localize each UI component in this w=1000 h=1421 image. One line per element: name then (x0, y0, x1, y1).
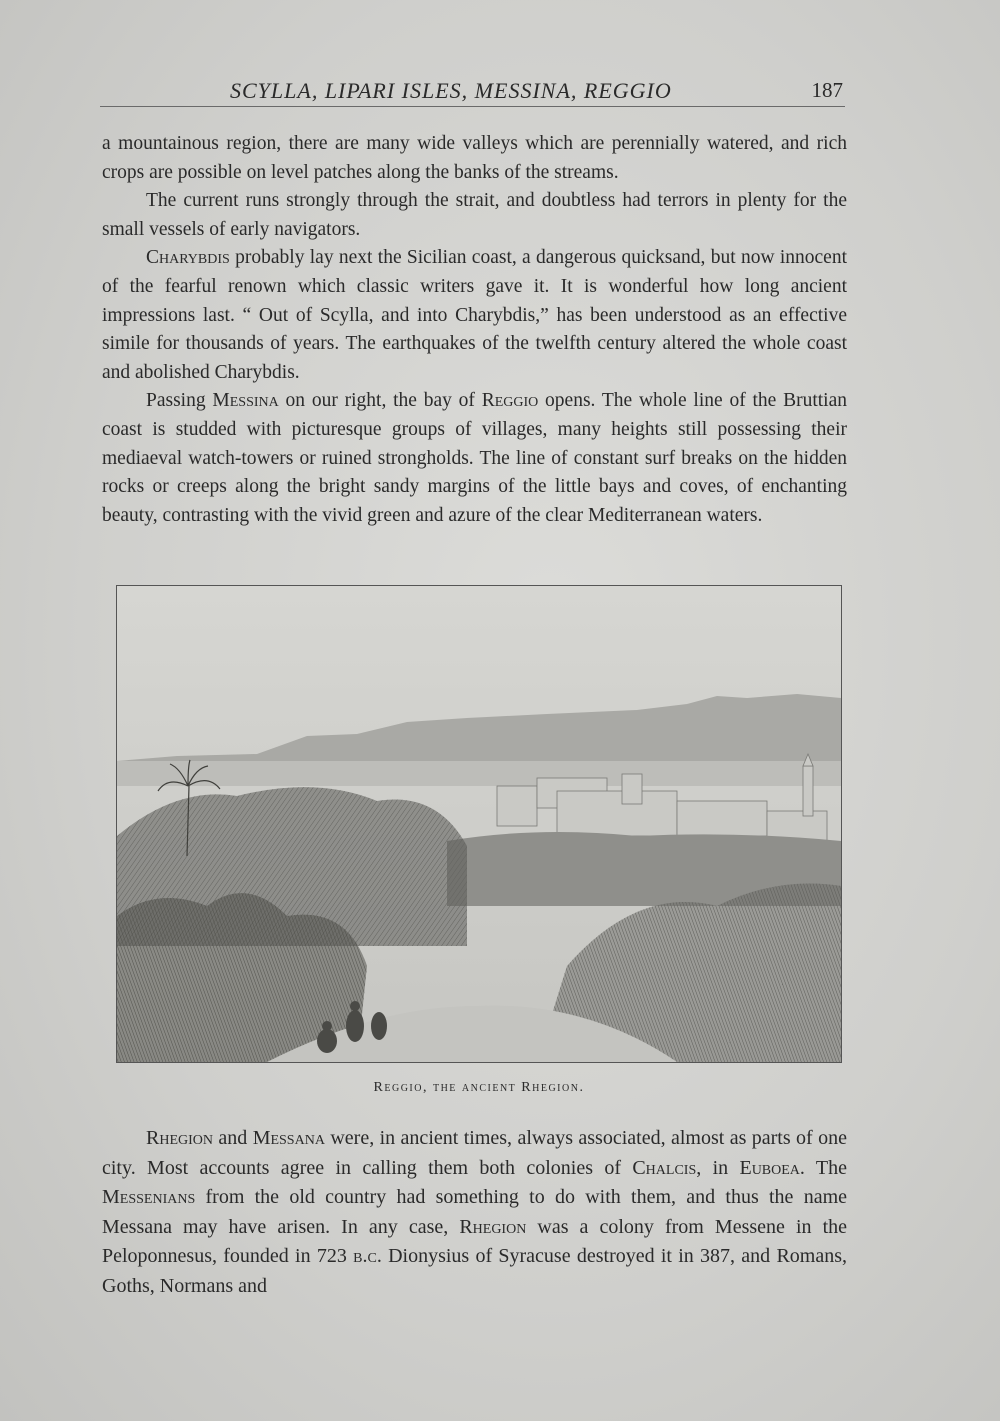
small-caps-term: Charybdis (146, 247, 230, 269)
small-caps-term: Rhegion (146, 1127, 213, 1149)
illustration-caption: Reggio, the ancient Rhegion. (373, 1080, 585, 1095)
paragraph-continuation (102, 130, 847, 187)
paragraph-passing-messina (102, 387, 847, 530)
paragraph-rhegion (102, 1124, 847, 1301)
small-caps-term: Euboea (739, 1156, 800, 1179)
paragraph-text: The current runs strongly through the strait, and doubtless had terrors in plenty for the small vessels of early navigators. (102, 190, 847, 240)
paragraph-text: Passing (146, 390, 213, 412)
paragraph-text: Dionysius of Syracuse destroyed it in 387, and Romans, Goths, Normans and (102, 1245, 848, 1297)
paragraph-text: was a colony from Messene in the Peloponnesus, founded in 723 (102, 1215, 848, 1267)
paragraph-text: were, in ancient times, always associated, almost as parts of one city. Most accounts agree in calling them both colonies of (102, 1127, 847, 1179)
paragraph-text: probably lay next the Sicilian coast, a dangerous quicksand, but now innocent of the fearful renown which classic writers gave it. It is wonderful how long ancient impressions last. “ Out of Scylla, and into Charybdis,” has been understood as an effective simile for thousands of years. The earthquakes of the twelfth century altered the whole coast and abolished Charybdis. (102, 247, 847, 383)
paragraph-text: on our right, the bay of (278, 390, 482, 412)
paragraph-charybdis (102, 244, 847, 387)
body-text-bottom (102, 1124, 847, 1301)
small-caps-term: b.c. (353, 1245, 382, 1267)
page-number: 187 (811, 78, 843, 102)
body-text-top (102, 130, 847, 530)
reggio-landscape-engraving (117, 586, 841, 1062)
small-caps-term: Messina (212, 390, 279, 412)
small-caps-term: Chalcis (632, 1156, 697, 1179)
paragraph-current (102, 187, 847, 244)
small-caps-term: Messana (252, 1127, 325, 1149)
running-head (100, 78, 845, 107)
small-caps-term: Rhegion (459, 1215, 527, 1238)
paragraph-text: and (213, 1127, 253, 1149)
paragraph-text: opens. The whole line of the Bruttian coast is studded with picturesque groups of villages, many heights still possessing their mediaeval watch-towers or ruined strongholds. The line of constant surf breaks on the hidden rocks or creeps along the bright sandy margins of the little bays and coves, of enchanting beauty, contrasting with the vivid green and azure of the clear Mediterranean waters. (102, 390, 847, 526)
paragraph-text: a mountainous region, there are many wide valleys which are perennially watered, and rich crops are possible on level patches along the banks of the streams. (102, 133, 847, 183)
engraving-illustration (116, 585, 842, 1063)
running-title: SCYLLA, LIPARI ISLES, MESSINA, REGGIO (230, 78, 672, 103)
paragraph-text: from the old country had something to do with them, and thus the name Messana may have arisen. In any case, (102, 1186, 847, 1238)
small-caps-term: Reggio (481, 390, 539, 412)
paragraph-text: . The (799, 1156, 847, 1179)
small-caps-term: Messenians (102, 1186, 196, 1208)
paragraph-text: , in (696, 1156, 740, 1179)
